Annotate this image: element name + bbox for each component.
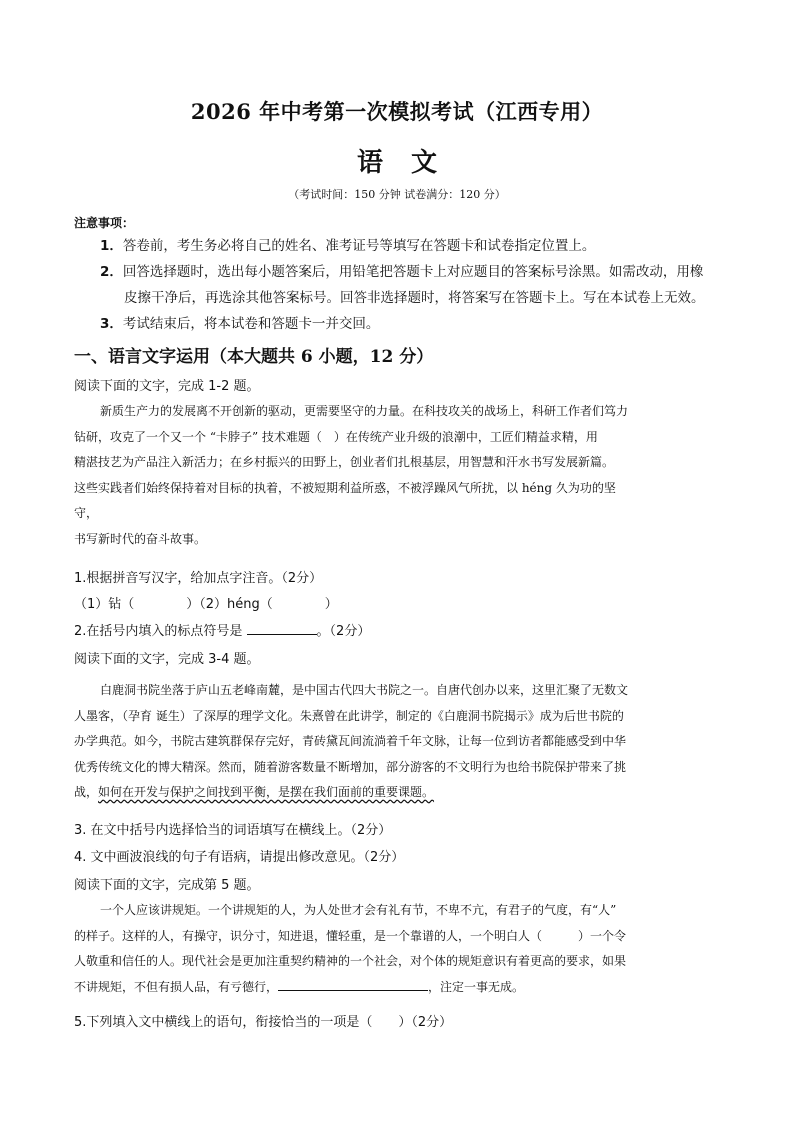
section-title: 一、语言文字运用（本大题共 6 小题，12 分）: [74, 347, 434, 367]
passage-line: 钻研，攻克了一个又一个 “卡脖子” 技术难题（ ）在传统产业升级的浪潮中，工匠们精益求精，用: [74, 429, 598, 444]
question-3: 3. 在文中括号内选择恰当的词语填写在横线上。（2分）: [74, 823, 392, 838]
reading-intro-3: 阅读下面的文字，完成第 5 题。: [74, 878, 260, 893]
passage-line: 新质生产力的发展离不开创新的驱动，更需要坚守的力量。在科技攻关的战场上，科研工作者们笃力: [100, 404, 629, 418]
passage-line: 的样子。这样的人，有操守，识分寸，知进退，懂轻重，是一个靠谱的人，一个明白人（ ）一个令: [74, 928, 627, 943]
subject-title: 语文: [356, 148, 465, 178]
wavy-underlined-sentence: 如何在开发与保护之间找到平衡，是摆在我们面前的重要课题。: [98, 785, 435, 799]
passage-line: 这些实践者们始终保持着对目标的执着，不被短期利益所惑，不被浮躁风气所扰，以 héng 久为功的坚: [74, 480, 616, 495]
notice-item-1: [100, 233, 730, 259]
answer-blank: [278, 978, 428, 991]
notice-item-2: [100, 259, 730, 285]
reading-intro-2: 阅读下面的文字，完成 3-4 题。: [74, 652, 260, 667]
reading-intro-1: 阅读下面的文字，完成 1-2 题。: [74, 379, 260, 394]
passage-line: 一个人应该讲规矩。一个讲规矩的人，为人处世才会有礼有节，不卑不亢，有君子的气度，有“人”: [100, 903, 617, 917]
passage-line: 精湛技艺为产品注入新活力；在乡村振兴的田野上，创业者们扎根基层，用智慧和汗水书写发展新篇。: [74, 455, 615, 469]
passage-line: 优秀传统文化的博大精深。然而，随着游客数量不断增加，部分游客的不文明行为也给书院保护带来了挑: [74, 759, 627, 774]
notice-item-2-continued: [124, 285, 754, 311]
passage-line: 人敬重和信任的人。现代社会是更加注重契约精神的一个社会，对个体的规矩意识有着更高的要求，如果: [74, 954, 627, 968]
notice-text: 考试结束后，将本试卷和答题卡一并交回。: [122, 316, 380, 332]
passage-line: 守，: [74, 506, 99, 520]
answer-blank: [247, 622, 317, 635]
passage-text: 战，: [74, 785, 99, 799]
question-2: [74, 620, 370, 639]
notice-text: 答卷前，考生务必将自己的姓名、准考证号等填写在答题卡和试卷指定位置上。: [122, 238, 596, 254]
passage-3: [74, 898, 724, 1000]
exam-title: 2026 年中考第一次模拟考试（江西专用）: [190, 99, 604, 124]
passage-line: 白鹿洞书院坐落于庐山五老峰南麓，是中国古代四大书院之一。自唐代创办以来，这里汇聚了无数文: [100, 683, 629, 697]
notice-number: 3．: [100, 316, 123, 332]
passage-line: 书写新时代的奋斗故事。: [74, 531, 207, 546]
notice-number: 2．: [100, 264, 123, 280]
passage-line-last: [74, 975, 724, 1001]
notice-title: 注意事项：: [74, 216, 135, 230]
notice-number: 1．: [100, 238, 123, 254]
question-1-blanks: （1）钻（ ）（2）héng（ ）: [74, 597, 338, 612]
passage-line: 人墨客，（孕育 诞生）了深厚的理学文化。朱熹曾在此讲学，制定的《白鹿洞书院揭示》成为后世书院的: [74, 708, 624, 723]
question-2-text: 2.在括号内填入的标点符号是: [74, 624, 247, 639]
question-5: 5.下列填入文中横线上的语句，衔接恰当的一项是（ ）（2分）: [74, 1015, 453, 1030]
passage-line: 办学典范。如今，书院古建筑群保存完好，青砖黛瓦间流淌着千年文脉，让每一位到访者都能感受到中华: [74, 734, 627, 748]
passage-text: 不讲规矩，不但有损人品，有亏德行，: [74, 979, 279, 994]
question-4: 4. 文中画波浪线的句子有语病，请提出修改意见。（2分）: [74, 850, 405, 865]
question-1: 1.根据拼音写汉字，给加点字注音。（2分）: [74, 571, 323, 586]
notice-item-3: [100, 311, 730, 337]
notice-text: 回答选择题时，选出每小题答案后，用铅笔把答题卡上对应题目的答案标号涂黑。如需改动，用橡: [122, 264, 704, 280]
notice-text: 皮擦干净后，再选涂其他答案标号。回答非选择题时，将答案写在答题卡上。写在本试卷上无效。: [124, 290, 705, 306]
passage-text: ，注定一事无成。: [428, 979, 525, 994]
passage-line-last: [74, 780, 724, 806]
question-2-score: 。（2分）: [316, 624, 371, 639]
exam-info: （考试时间：150 分钟 试卷满分：120 分）: [288, 188, 506, 201]
passage-2: [74, 678, 724, 806]
passage-1: [74, 399, 724, 552]
